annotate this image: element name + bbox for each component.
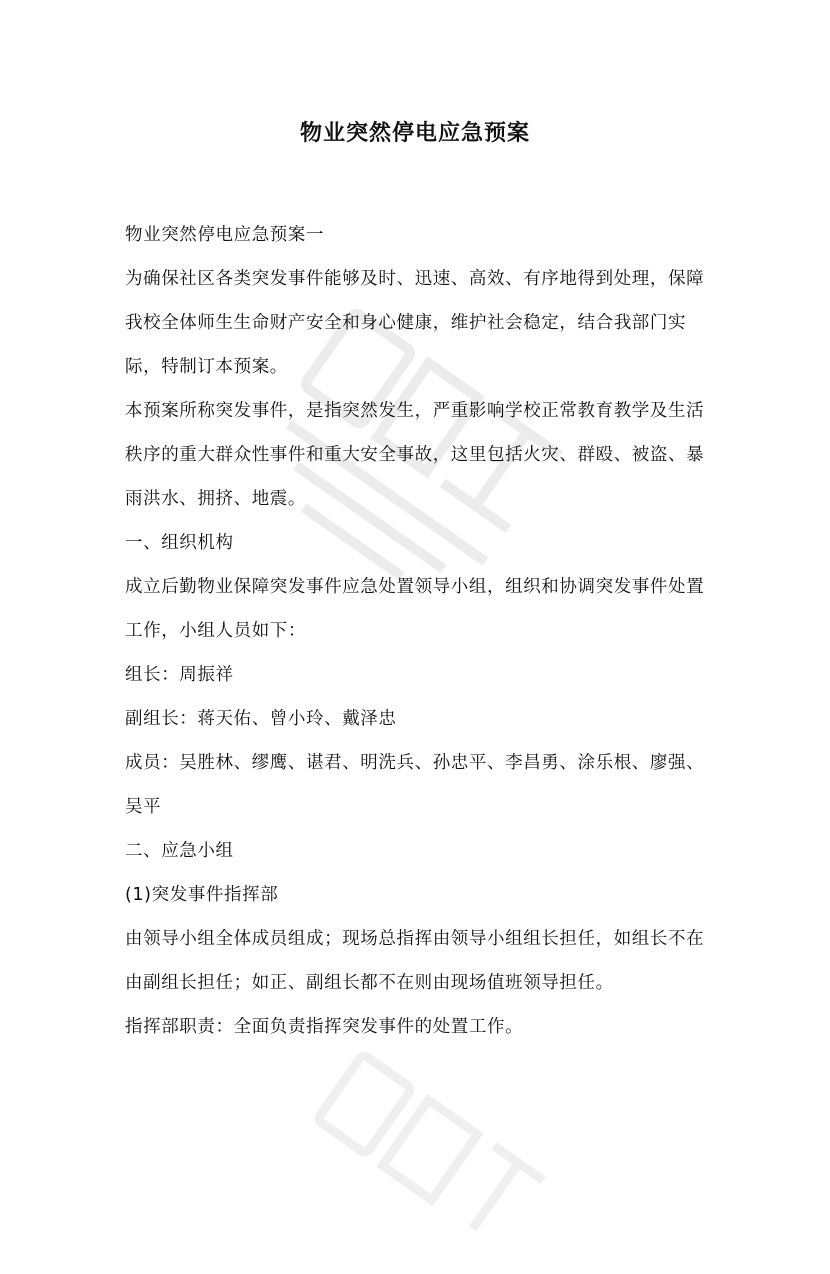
organization-paragraph: 成立后勤物业保障突发事件应急处置领导小组，组织和协调突发事件处置工作，小组人员如下： [125, 577, 705, 641]
command-duties-paragraph: 指挥部职责：全面负责指挥突发事件的处置工作。 [125, 1017, 524, 1037]
purpose-paragraph: 为确保社区各类突发事件能够及时、迅速、高效、有序地得到处理，保障我校全体师生生命财产安全和身心健康，维护社会稳定，结合我部门实际，特制订本预案。 [125, 269, 705, 377]
section-heading-organization: 一、组织机构 [125, 533, 234, 553]
definition-paragraph: 本预案所称突发事件，是指突然发生，严重影响学校正常教育教学及生活秩序的重大群众性事件和重大安全事故，这里包括火灾、群殴、被盗、暴雨洪水、拥挤、地震。 [125, 401, 705, 509]
document-title: 物业突然停电应急预案 [299, 121, 530, 146]
command-composition-paragraph: 由领导小组全体成员组成；现场总指挥由领导小组组长担任，如组长不在由副组长担任；如正、副组长都不在则由现场值班领导担任。 [125, 929, 705, 993]
section-heading-emergency-team: 二、应急小组 [125, 841, 234, 861]
deputy-leader-line: 副组长：蒋天佑、曾小玲、戴泽忠 [125, 709, 397, 729]
plan-subtitle: 物业突然停电应急预案一 [125, 225, 325, 245]
document-body [125, 213, 715, 1049]
subsection-heading-command: (1)突发事件指挥部 [125, 885, 279, 905]
members-line: 成员：吴胜林、缪鹰、谌君、明洗兵、孙忠平、李昌勇、涂乐根、廖强、吴平 [125, 753, 705, 817]
watermark-graphic-bottom [289, 1026, 571, 1273]
team-leader-line: 组长：周振祥 [125, 665, 234, 685]
